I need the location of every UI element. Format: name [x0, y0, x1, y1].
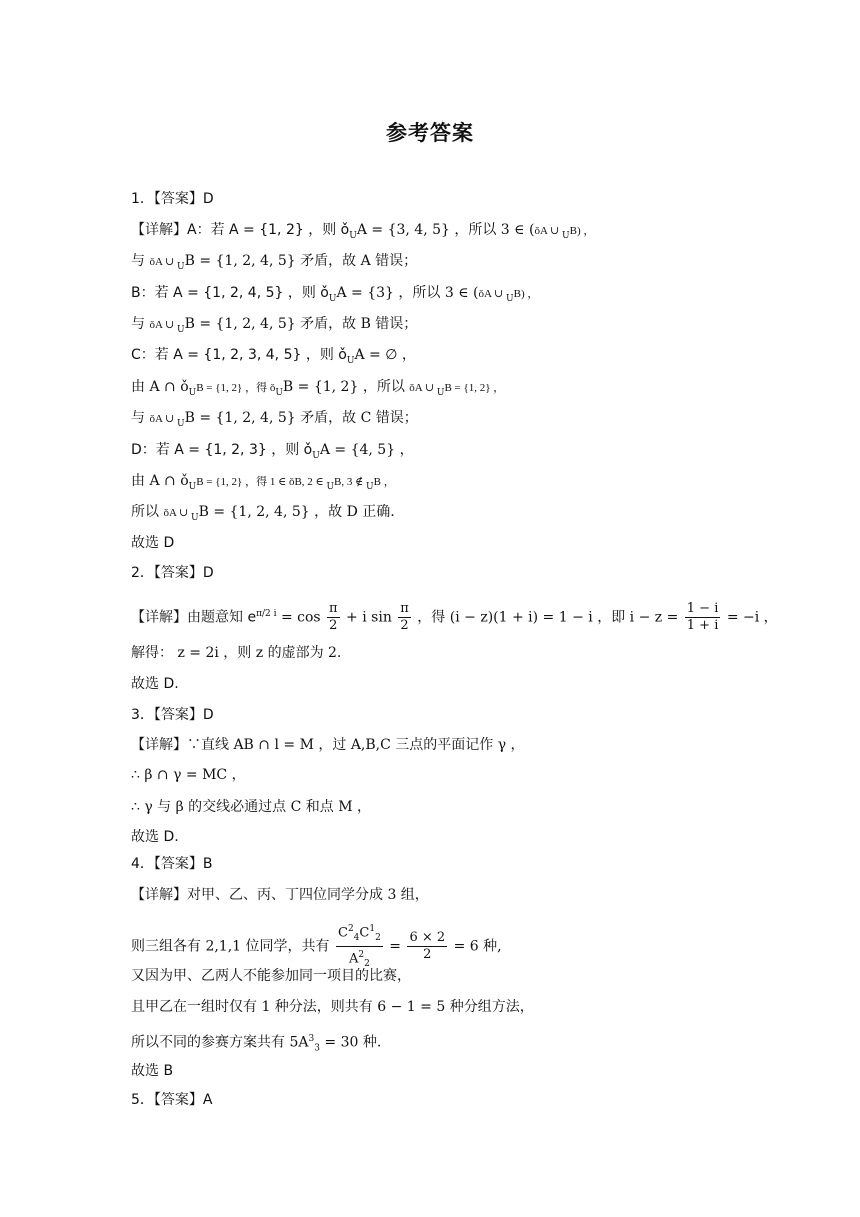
text: ǒ	[163, 507, 169, 519]
answer-1-line-d	[131, 440, 414, 466]
text: A ∪	[154, 319, 178, 331]
text: A = ∅ ，	[354, 347, 416, 363]
text: U	[366, 481, 374, 492]
answer-1-line-d3	[131, 502, 395, 528]
answer-1-line-b	[131, 283, 538, 309]
text: U	[312, 450, 320, 461]
text: 6 × 2	[409, 929, 446, 945]
text: U	[349, 230, 357, 241]
text: 与	[131, 410, 150, 426]
answer-1-line-a	[131, 220, 594, 246]
text: 故选 B	[131, 1063, 174, 1079]
text: 且甲乙在一组时仅有 1 种分法，则共有 6 − 1 = 5 种分组方法，	[131, 999, 534, 1015]
text: B = {1, 2} ，得 ǒ	[196, 382, 276, 394]
text: π	[400, 601, 409, 616]
text: 与	[131, 253, 150, 269]
fraction	[685, 601, 721, 634]
answer-2-line-a	[131, 601, 778, 634]
text: = 6 种,	[453, 938, 502, 955]
text: B：若 A = {1, 2, 4, 5} ，则 ǒ	[131, 285, 329, 301]
text: 【详解】由题意知 e	[131, 609, 257, 626]
text: 又因为甲、乙两人不能参加同一项目的比赛，	[131, 968, 411, 984]
text: 2	[375, 932, 381, 943]
text: ，得 (i − z)(1 + i) = 1 − i ，即 i − z =	[417, 609, 683, 626]
text: U	[177, 418, 185, 429]
text: π/2 i	[256, 608, 277, 619]
text: U	[436, 387, 445, 398]
text: 1．【答案】D	[131, 191, 214, 207]
text: B) ，	[569, 225, 595, 237]
answer-4-header	[131, 854, 213, 874]
answer-4-line-b	[131, 921, 502, 972]
answer-3-line-a	[131, 735, 525, 755]
answer-1-line-c3	[131, 408, 418, 434]
text: 1	[369, 924, 376, 934]
text: 2	[400, 618, 409, 633]
answer-3-header	[131, 705, 214, 725]
text: 3	[314, 1043, 320, 1054]
text: B = {1, 2, 4, 5} ，故 D 正确.	[198, 504, 395, 520]
text: B = {1, 2, 4, 5} 矛盾，故 C 错误；	[184, 410, 418, 426]
text: ǒ	[149, 256, 155, 268]
text: 1 − i	[686, 601, 719, 616]
text: U	[177, 324, 185, 335]
text: U	[326, 481, 335, 492]
text: B = {1, 2} ，	[444, 382, 505, 394]
text: A ∪	[483, 288, 507, 300]
text: ǒ	[534, 225, 540, 237]
text: 3	[308, 1034, 315, 1044]
answer-4-choice	[131, 1061, 173, 1081]
text: 5．【答案】A	[131, 1092, 213, 1108]
answer-1-line-d2	[131, 471, 395, 497]
text: 【详解】A：若 A = {1, 2} ，则 ǒ	[131, 222, 350, 238]
text: 故选 D.	[131, 829, 179, 845]
text: ǒ	[149, 413, 155, 425]
page-title: 参考答案	[386, 121, 474, 145]
text: 【详解】对甲、乙、丙、丁四位同学分成 3 组，	[131, 887, 429, 903]
answer-1-header	[131, 189, 214, 209]
text: A ∪	[539, 225, 563, 237]
text: U	[506, 293, 514, 304]
text: 由 A ∩ ǒ	[131, 379, 189, 395]
text: B = {1, 2, 4, 5} 矛盾，故 A 错误；	[184, 253, 418, 269]
text: C：若 A = {1, 2, 3, 4, 5} ，则 ǒ	[131, 347, 347, 363]
text	[336, 921, 383, 947]
text: B = {1, 2} ，得 1 ∈	[196, 476, 289, 488]
text: = −i ，	[726, 609, 778, 626]
answer-2-line-b	[131, 643, 341, 663]
text: = cos	[276, 609, 321, 626]
text: B) ，	[513, 288, 539, 300]
text: B = {1, 2} ，所以	[282, 379, 410, 395]
answer-1-line-a2	[131, 251, 417, 277]
answer-4-line-c	[131, 966, 411, 986]
text: A = {3} ，所以 3 ∈ (	[336, 285, 479, 301]
text: D：若 A = {1, 2, 3} ，则 ǒ	[131, 442, 313, 458]
text: U	[188, 481, 197, 492]
answer-2-header	[131, 563, 214, 583]
answer-3-line-c	[131, 797, 371, 817]
text: ∴ γ 与 β 的交线必通过点 C 和点 M ，	[131, 799, 372, 815]
text: ǒ	[149, 319, 155, 331]
answer-4-line-a	[131, 885, 429, 905]
text: 故选 D.	[131, 676, 179, 692]
text: + i sin	[346, 609, 392, 626]
text: 所以不同的参赛方案共有 5A	[131, 1034, 309, 1051]
text: U	[275, 387, 283, 398]
text: π	[329, 601, 338, 616]
text: C	[359, 925, 370, 941]
text: =	[389, 938, 406, 955]
text: A = {4, 5} ，	[319, 442, 414, 458]
text: 2．【答案】D	[131, 565, 214, 581]
fraction	[327, 601, 340, 634]
text: 3．【答案】D	[131, 707, 214, 723]
fraction	[398, 601, 411, 634]
text: B = {1, 2, 4, 5} 矛盾，故 B 错误；	[184, 316, 418, 332]
answer-1-choice	[131, 533, 174, 553]
answer-4-line-d	[131, 997, 534, 1017]
text: 故选 D	[131, 535, 175, 551]
answer-1-line-c2	[131, 377, 504, 403]
text: 【详解】∵直线 AB ∩ l = M ，过 A,B,C 三点的平面记作 γ ，	[131, 737, 525, 753]
text: A = {3, 4, 5} ，所以 3 ∈ (	[356, 222, 535, 238]
text: B, 2 ∈	[294, 476, 327, 488]
text: 2	[364, 958, 370, 969]
text: A	[348, 951, 359, 967]
text: 4．【答案】B	[131, 856, 213, 872]
answer-2-choice	[131, 674, 179, 694]
text: U	[562, 230, 570, 241]
text: U	[328, 293, 337, 304]
answer-3-choice	[131, 827, 179, 847]
text: A ∪	[154, 413, 178, 425]
text: ǒ	[478, 288, 484, 300]
text: U	[191, 512, 199, 523]
text: 与	[131, 316, 150, 332]
text: U	[177, 261, 185, 272]
answer-1-line-b2	[131, 314, 417, 340]
text: = 30 种.	[319, 1034, 382, 1051]
fraction	[336, 921, 383, 972]
text: A ∪	[414, 382, 437, 394]
text: 4	[353, 932, 360, 943]
text: B ，	[373, 476, 395, 488]
fraction	[407, 930, 447, 963]
text: ǒ	[409, 382, 415, 394]
text: 则三组各有 2,1,1 位同学，共有	[131, 938, 334, 955]
answer-1-line-c	[131, 345, 416, 371]
text: 2	[347, 924, 354, 934]
text: ǒ	[288, 476, 295, 488]
text: A ∪	[154, 256, 178, 268]
text: C	[337, 925, 348, 941]
answer-4-line-e	[131, 1029, 381, 1058]
text: 1 + i	[686, 618, 719, 633]
text: 2	[329, 618, 338, 633]
text: 解得： z = 2i ，则 z 的虚部为 2.	[131, 645, 342, 661]
text: U	[188, 387, 197, 398]
text: A ∪	[168, 507, 192, 519]
text: 2	[423, 946, 432, 962]
text: 2	[358, 949, 365, 960]
answer-3-line-b	[131, 765, 246, 785]
answer-5-header	[131, 1090, 212, 1110]
text: ∴ β ∩ γ = MC ，	[131, 767, 246, 783]
text: 所以	[131, 504, 164, 520]
text: B, 3 ∉	[334, 476, 367, 488]
text: 由 A ∩ ǒ	[131, 473, 189, 489]
text: U	[346, 355, 355, 366]
